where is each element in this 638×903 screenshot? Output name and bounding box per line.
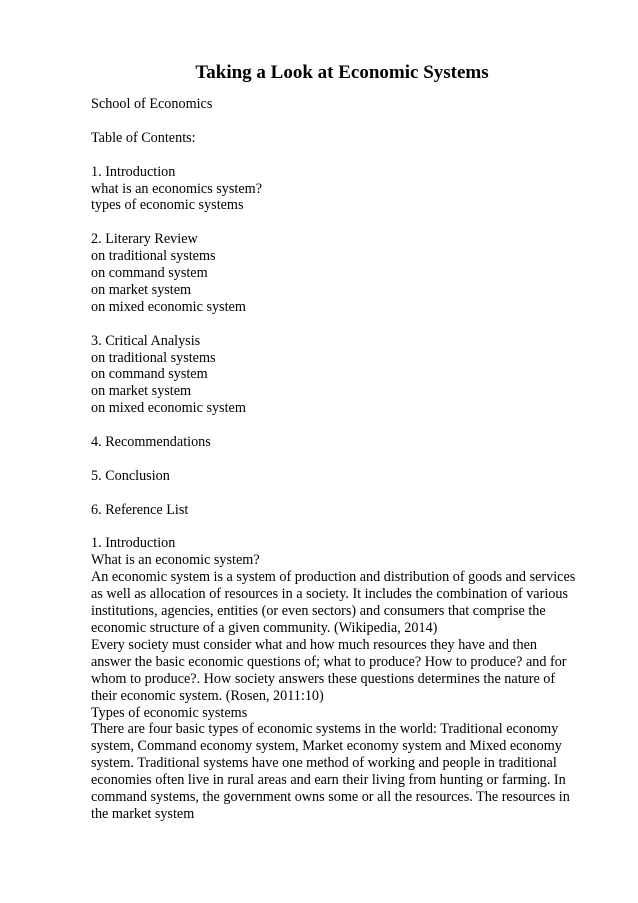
toc-item: what is an economics system? bbox=[91, 180, 262, 197]
toc-section-heading: 2. Literary Review bbox=[91, 231, 198, 248]
toc-item: on market system bbox=[91, 281, 192, 298]
toc-section-heading: 1. Introduction bbox=[91, 163, 176, 180]
toc-section-heading: 3. Critical Analysis bbox=[91, 332, 201, 349]
toc-heading: Table of Contents: bbox=[91, 129, 196, 146]
paragraph-line: whom to produce?. How society answers these questions determines the nature of bbox=[91, 670, 556, 687]
toc-item: on command system bbox=[91, 366, 208, 383]
paragraph-line: system. Traditional systems have one method of working and people in traditional bbox=[91, 755, 557, 772]
document-body bbox=[91, 96, 601, 823]
school-name: School of Economics bbox=[91, 96, 213, 112]
toc-item: on mixed economic system bbox=[91, 298, 246, 315]
paragraph-line: the market system bbox=[91, 805, 195, 822]
paragraph-line: system, Command economy system, Market economy system and Mixed economy bbox=[91, 738, 562, 755]
paragraph-line: An economic system is a system of production and distribution of goods and services bbox=[91, 569, 576, 586]
toc-section-heading: 4. Recommendations bbox=[91, 434, 211, 451]
document-title: Taking a Look at Economic Systems bbox=[195, 62, 489, 83]
toc-item: on traditional systems bbox=[91, 248, 216, 265]
paragraph-line: command systems, the government owns some or all the resources. The resources in bbox=[91, 789, 570, 806]
toc-item: on mixed economic system bbox=[91, 400, 246, 417]
paragraph-line: answer the basic economic questions of; what to produce? How to produce? and for bbox=[91, 653, 567, 670]
toc-section-heading: 6. Reference List bbox=[91, 501, 189, 518]
toc-section-heading: 5. Conclusion bbox=[91, 467, 170, 484]
paragraph-line: as well as allocation of resources in a society. It includes the combination of various bbox=[91, 586, 568, 603]
toc-item: on traditional systems bbox=[91, 349, 216, 366]
section-subheading: What is an economic system? bbox=[91, 552, 260, 569]
paragraph-line: economies often live in rural areas and earn their living from hunting or farming. In bbox=[91, 772, 566, 789]
paragraph-line: Every society must consider what and how much resources they have and then bbox=[91, 636, 537, 653]
paragraph-line: their economic system. (Rosen, 2011:10) bbox=[91, 687, 324, 704]
paragraph-line: economic structure of a given community. (Wikipedia, 2014) bbox=[91, 619, 438, 636]
paragraph-line: institutions, agencies, entities (or even sectors) and consumers that comprise the bbox=[91, 603, 546, 620]
section-subheading: Types of economic systems bbox=[91, 704, 248, 721]
toc-item: on market system bbox=[91, 383, 192, 400]
section-heading: 1. Introduction bbox=[91, 535, 176, 552]
toc-item: types of economic systems bbox=[91, 197, 244, 214]
paragraph-line: There are four basic types of economic systems in the world: Traditional economy bbox=[91, 721, 559, 738]
toc-item: on command system bbox=[91, 265, 208, 282]
